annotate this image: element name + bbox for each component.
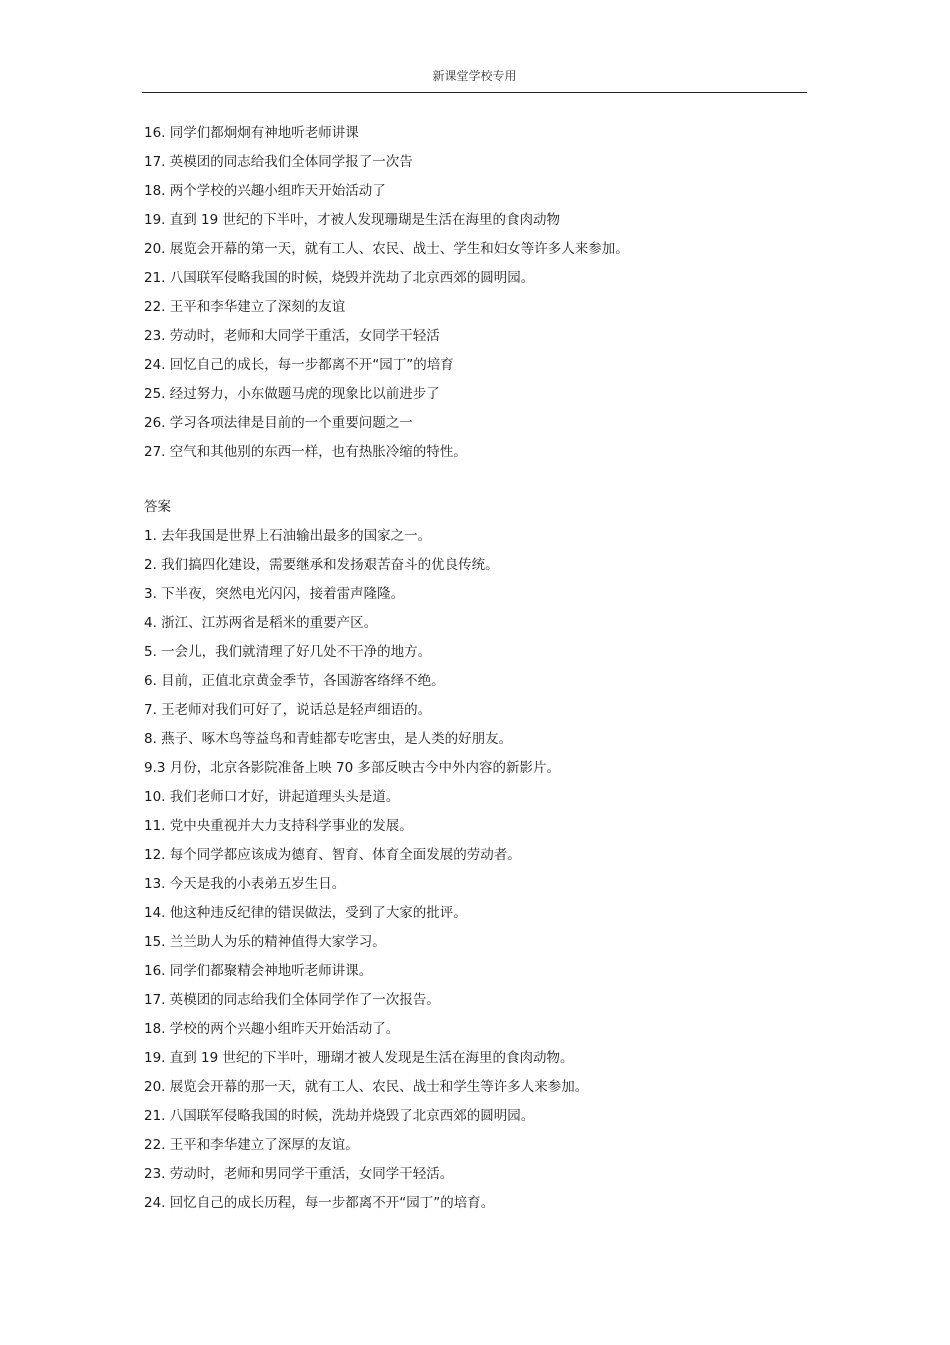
answer-item: 18. 学校的两个兴趣小组昨天开始活动了。	[144, 1021, 400, 1037]
answer-item: 19. 直到 19 世纪的下半叶，珊瑚才被人发现是生活在海里的食肉动物。	[144, 1050, 574, 1066]
answer-item: 23. 劳动时，老师和男同学干重活，女同学干轻活。	[144, 1166, 454, 1182]
answer-item: 2. 我们搞四化建设，需要继承和发扬艰苦奋斗的优良传统。	[144, 557, 499, 573]
question-item: 18. 两个学校的兴趣小组昨天开始活动了	[144, 183, 386, 199]
answer-item: 17. 英模团的同志给我们全体同学作了一次报告。	[144, 992, 440, 1008]
answer-item: 15. 兰兰助人为乐的精神值得大家学习。	[144, 934, 386, 950]
question-item: 26. 学习各项法律是目前的一个重要问题之一	[144, 415, 413, 431]
answer-item: 5. 一会儿，我们就清理了好几处不干净的地方。	[144, 644, 432, 660]
question-item: 21. 八国联军侵略我国的时候，烧毁并洗劫了北京西郊的圆明园。	[144, 270, 535, 286]
answer-item: 21. 八国联军侵略我国的时候，洗劫并烧毁了北京西郊的圆明园。	[144, 1108, 535, 1124]
question-item: 17. 英模团的同志给我们全体同学报了一次告	[144, 154, 413, 170]
question-item: 19. 直到 19 世纪的下半叶，才被人发现珊瑚是生活在海里的食肉动物	[144, 212, 561, 228]
header-title: 新课堂学校专用	[432, 69, 517, 83]
question-item: 20. 展览会开幕的第一天，就有工人、农民、战士、学生和妇女等许多人来参加。	[144, 241, 629, 257]
answer-list	[144, 522, 824, 1218]
answer-item: 13. 今天是我的小表弟五岁生日。	[144, 876, 346, 892]
question-item: 16. 同学们都炯炯有神地听老师讲课	[144, 125, 359, 141]
question-item: 24. 回忆自己的成长，每一步都离不开“园丁”的培育	[144, 357, 454, 373]
answer-item: 3. 下半夜，突然电光闪闪，接着雷声隆隆。	[144, 586, 405, 602]
answer-item: 22. 王平和李华建立了深厚的友谊。	[144, 1137, 359, 1153]
question-item: 25. 经过努力，小东做题马虎的现象比以前进步了	[144, 386, 440, 402]
answer-item: 8. 燕子、啄木鸟等益鸟和青蛙都专吃害虫，是人类的好朋友。	[144, 731, 513, 747]
question-item: 27. 空气和其他别的东西一样，也有热胀冷缩的特性。	[144, 444, 467, 460]
answer-item: 20. 展览会开幕的那一天，就有工人、农民、战士和学生等许多人来参加。	[144, 1079, 589, 1095]
page-header	[142, 66, 807, 93]
answer-item: 7. 王老师对我们可好了，说话总是轻声细语的。	[144, 702, 432, 718]
answer-item: 14. 他这种违反纪律的错误做法，受到了大家的批评。	[144, 905, 467, 921]
answer-item: 12. 每个同学都应该成为德育、智育、体育全面发展的劳动者。	[144, 847, 521, 863]
answer-item: 16. 同学们都聚精会神地听老师讲课。	[144, 963, 373, 979]
answers-heading-block	[144, 493, 824, 522]
answers-heading: 答案	[144, 499, 171, 515]
answer-item: 4. 浙江、江苏两省是稻米的重要产区。	[144, 615, 378, 631]
answer-item: 9.3 月份，北京各影院准备上映 70 多部反映古今中外内容的新影片。	[144, 760, 561, 776]
answer-item: 11. 党中央重视并大力支持科学事业的发展。	[144, 818, 413, 834]
question-list	[144, 119, 824, 467]
answer-item: 1. 去年我国是世界上石油输出最多的国家之一。	[144, 528, 432, 544]
question-item: 22. 王平和李华建立了深刻的友谊	[144, 299, 346, 315]
answer-item: 24. 回忆自己的成长历程，每一步都离不开“园丁”的培育。	[144, 1195, 495, 1211]
answer-item: 10. 我们老师口才好，讲起道理头头是道。	[144, 789, 400, 805]
question-item: 23. 劳动时，老师和大同学干重活，女同学干轻活	[144, 328, 440, 344]
answer-item: 6. 目前，正值北京黄金季节，各国游客络绎不绝。	[144, 673, 445, 689]
